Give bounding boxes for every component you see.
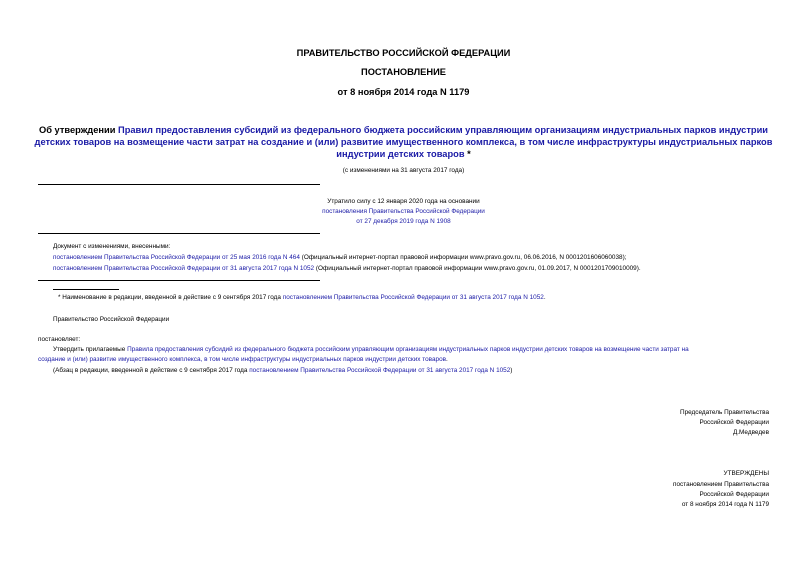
changes-intro: Документ с изменениями, внесенными: bbox=[53, 243, 171, 250]
separator bbox=[38, 280, 320, 281]
footnote-link[interactable]: постановлением Правительства Российской Федерации от 31 августа 2017 года N 1052 bbox=[282, 294, 544, 301]
approve-prefix: Утвердить прилагаемые bbox=[53, 346, 128, 353]
document-date: от 8 ноября 2014 года N 1179 bbox=[337, 87, 470, 97]
document-title-line3 bbox=[0, 148, 807, 160]
approve-end: . bbox=[446, 356, 448, 363]
expired-link-date[interactable]: от 27 декабря 2019 года N 1908 bbox=[356, 218, 451, 225]
approve-line1 bbox=[53, 345, 689, 355]
signature-title: Председатель Правительства bbox=[680, 409, 769, 416]
expired-link[interactable]: постановления Правительства Российской Федерации bbox=[322, 208, 485, 215]
paragraph-link[interactable]: постановлением Правительства Российской Федерации от 31 августа 2017 года N 1052 bbox=[249, 367, 511, 374]
footnote bbox=[58, 293, 546, 303]
approve-line2 bbox=[38, 355, 448, 365]
title-suffix: * bbox=[464, 149, 471, 159]
approve-rules-link-cont[interactable]: создание и (или) развитие имущественного комплекса, в том числе инфраструктуры индустриальных парков индустрии детских товаров bbox=[38, 356, 447, 363]
paragraph-note bbox=[53, 366, 512, 376]
footnote-end: . bbox=[543, 294, 546, 301]
signature-country: Российской Федерации bbox=[699, 419, 769, 426]
issuer: Правительство Российской Федерации bbox=[53, 316, 170, 323]
approve-rules-link[interactable]: Правила предоставления субсидий из федерального бюджета российским управляющим организациям индустриальных парков индустрии детских товаров на возмещение части затрат на bbox=[127, 346, 689, 353]
title-prefix: Об утверждении bbox=[39, 125, 119, 135]
document-title-line2 bbox=[0, 136, 807, 148]
approved-heading: УТВЕРЖДЕНЫ bbox=[723, 470, 769, 477]
separator bbox=[38, 184, 320, 185]
changes-text-2: (Официальный интернет-портал правовой информации www.pravo.gov.ru, 01.09.2017, N 0001201709010009). bbox=[314, 265, 641, 272]
footnote-text: * Наименование в редакции, введенной в действие с 9 сентября 2017 года bbox=[58, 294, 283, 301]
title-rules-link[interactable]: Правил предоставления субсидий из федерального бюджета российским управляющим организациям индустриальных парков индустрии bbox=[118, 125, 768, 135]
amended-note: (с изменениями на 31 августа 2017 года) bbox=[342, 167, 465, 174]
expired-text: Утратило силу с 12 января 2020 года на основании bbox=[327, 198, 480, 205]
changes-link-1[interactable]: постановлением Правительства Российской Федерации от 25 мая 2016 года N 464 bbox=[53, 254, 300, 261]
approved-country: Российской Федерации bbox=[699, 491, 769, 498]
signature-name: Д.Медведев bbox=[732, 429, 769, 436]
decides: постановляет: bbox=[38, 336, 81, 343]
changes-link-2[interactable]: постановлением Правительства Российской Федерации от 31 августа 2017 года N 1052 bbox=[53, 265, 315, 272]
separator bbox=[38, 233, 320, 234]
footnote-separator bbox=[53, 289, 119, 290]
approved-by: постановлением Правительства bbox=[673, 481, 769, 488]
document-type: ПОСТАНОВЛЕНИЕ bbox=[361, 67, 446, 77]
paragraph-end: ) bbox=[510, 367, 513, 374]
paragraph-prefix: (Абзац в редакции, введенной в действие с 9 сентября 2017 года bbox=[53, 367, 250, 374]
changes-text-1: (Официальный интернет-портал правовой информации www.pravo.gov.ru, 06.06.2016, N 0001201606060038); bbox=[299, 254, 627, 261]
changes-item-2 bbox=[53, 264, 641, 274]
document-title-line1 bbox=[0, 124, 807, 136]
title-rules-link-end[interactable]: индустрии детских товаров bbox=[336, 149, 465, 159]
approved-date: от 8 ноября 2014 года N 1179 bbox=[681, 501, 769, 508]
government-heading: ПРАВИТЕЛЬСТВО РОССИЙСКОЙ ФЕДЕРАЦИИ bbox=[296, 48, 511, 58]
changes-item-1 bbox=[53, 253, 627, 263]
title-rules-link-cont[interactable]: детских товаров на возмещение части затрат на создание и (или) развитие имущественного комплекса, в том числе инфраструктуры индустриальных парков bbox=[34, 137, 773, 147]
